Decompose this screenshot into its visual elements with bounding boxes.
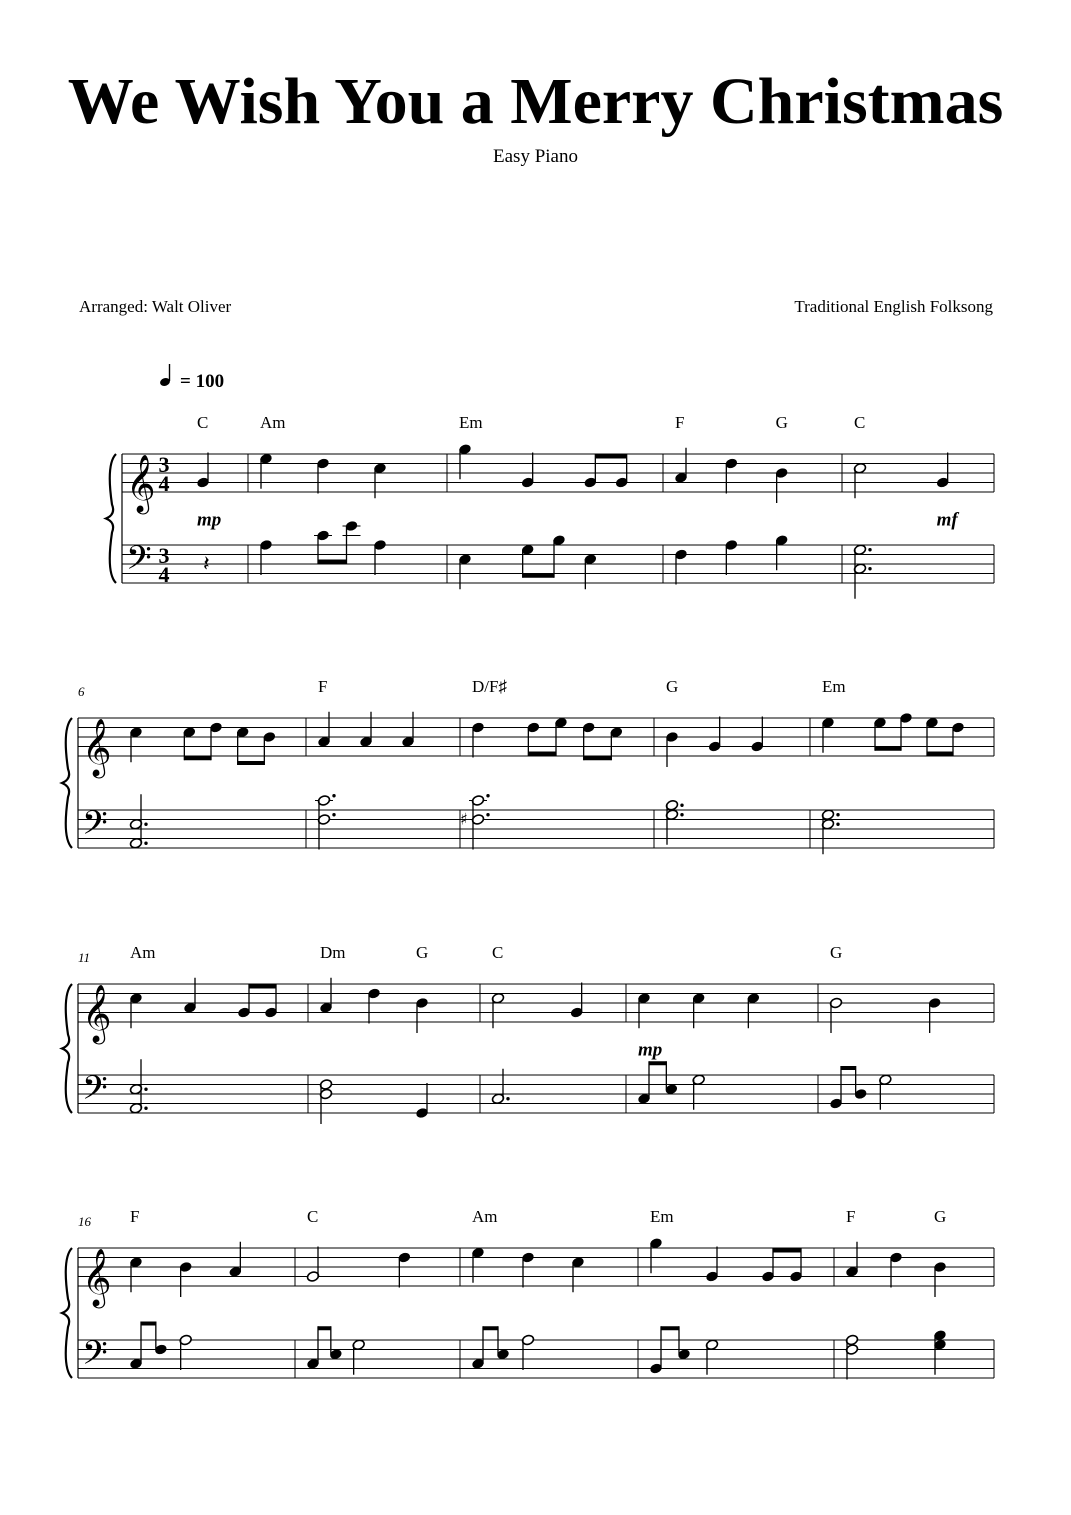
measure-number: 6	[78, 684, 85, 699]
beam	[141, 1322, 156, 1326]
measure	[259, 413, 386, 575]
augmentation-dot	[144, 842, 147, 845]
beam	[649, 1061, 666, 1065]
measure	[196, 413, 221, 577]
chord-symbol: C	[197, 413, 209, 432]
beam	[523, 574, 554, 578]
chord-symbol: D/F♯	[472, 677, 507, 696]
measure	[853, 413, 959, 599]
measure	[129, 943, 277, 1114]
beam	[318, 1326, 331, 1330]
beam	[318, 560, 347, 564]
chord-symbol: F	[675, 413, 685, 432]
beam	[595, 455, 626, 459]
tempo-text: = 100	[180, 371, 225, 392]
measure	[129, 1207, 242, 1370]
treble-clef-icon: 𝄞	[82, 984, 112, 1042]
measure	[821, 677, 964, 854]
time-sig-bottom: 4	[158, 562, 170, 587]
beam	[528, 752, 556, 756]
system-1	[106, 413, 994, 599]
beam	[184, 756, 211, 760]
bass-clef-icon: 𝄢	[126, 539, 152, 586]
chord-symbol: Dm	[320, 943, 346, 962]
measure	[491, 943, 583, 1105]
measure	[674, 413, 788, 585]
chord-symbol: C	[854, 413, 866, 432]
bass-clef-icon: 𝄢	[82, 1334, 108, 1381]
page-title: We Wish You a Merry Christmas	[67, 65, 1004, 138]
brace	[62, 1248, 72, 1378]
measure	[129, 722, 276, 849]
measure	[315, 677, 415, 850]
measure	[458, 413, 628, 589]
measure	[460, 677, 623, 850]
augmentation-dot	[144, 823, 147, 826]
augmentation-dot	[332, 813, 335, 816]
augmentation-dot	[144, 1088, 147, 1091]
treble-clef-icon: 𝄞	[126, 454, 156, 512]
page-subtitle: Easy Piano	[493, 146, 578, 167]
chord-symbol: Em	[650, 1207, 674, 1226]
beam	[773, 1249, 801, 1253]
chord-symbol: Am	[472, 1207, 498, 1226]
chord-symbol: Em	[822, 677, 846, 696]
tempo-marking	[159, 364, 224, 392]
composer-credit: Traditional English Folksong	[794, 297, 993, 316]
dynamic-marking: mp	[197, 509, 222, 531]
beam	[584, 756, 612, 760]
system-2	[62, 677, 994, 854]
beam	[249, 985, 276, 989]
time-sig-top: 3	[158, 452, 170, 477]
augmentation-dot	[680, 804, 683, 807]
augmentation-dot	[506, 1097, 509, 1100]
chord-symbol: F	[318, 677, 328, 696]
augmentation-dot	[836, 823, 839, 826]
chord-symbol: G	[666, 677, 679, 696]
beam	[238, 761, 265, 765]
dynamic-marking: mp	[638, 1039, 663, 1061]
beam	[875, 747, 901, 751]
bass-clef-icon: 𝄢	[82, 804, 108, 851]
chord-symbol: Em	[459, 413, 483, 432]
augmentation-dot	[868, 567, 871, 570]
chord-symbol: C	[307, 1207, 319, 1226]
bass-clef-icon: 𝄢	[82, 1069, 108, 1116]
brace	[106, 454, 116, 583]
time-sig-bottom: 4	[158, 471, 170, 496]
measure	[319, 943, 428, 1124]
chord-symbol: G	[830, 943, 843, 962]
chord-symbol: Am	[130, 943, 156, 962]
chord-symbol: G	[775, 413, 788, 432]
augmentation-dot	[680, 813, 683, 816]
arranger-credit: Arranged: Walt Oliver	[79, 297, 232, 316]
measure-number: 16	[78, 1214, 91, 1229]
augmentation-dot	[836, 813, 839, 816]
treble-clef-icon: 𝄞	[82, 718, 112, 776]
sharp-icon: ♯	[460, 809, 468, 829]
beam	[841, 1066, 856, 1070]
augmentation-dot	[486, 813, 489, 816]
measure-number: 11	[78, 950, 91, 965]
system-4	[62, 1207, 994, 1381]
measure	[471, 1207, 584, 1370]
beam	[927, 752, 953, 756]
beam	[661, 1326, 679, 1330]
chord-symbol: Am	[260, 413, 286, 432]
chord-symbol: G	[934, 1207, 947, 1226]
augmentation-dot	[332, 794, 335, 797]
brace	[62, 984, 72, 1113]
measure	[845, 1207, 946, 1380]
chord-symbol: G	[416, 943, 429, 962]
chord-symbol: F	[846, 1207, 856, 1226]
time-sig-top: 3	[158, 543, 170, 568]
augmentation-dot	[868, 548, 871, 551]
system-3	[62, 943, 994, 1124]
measure	[637, 992, 760, 1109]
brace	[62, 718, 72, 848]
augmentation-dot	[486, 794, 489, 797]
chord-symbol: F	[130, 1207, 140, 1226]
beam	[483, 1326, 498, 1330]
treble-clef-icon: 𝄞	[82, 1248, 112, 1306]
augmentation-dot	[144, 1107, 147, 1110]
chord-symbol: C	[492, 943, 504, 962]
quarter-rest-icon: 𝄽	[203, 552, 210, 577]
dynamic-marking: mf	[936, 509, 958, 531]
